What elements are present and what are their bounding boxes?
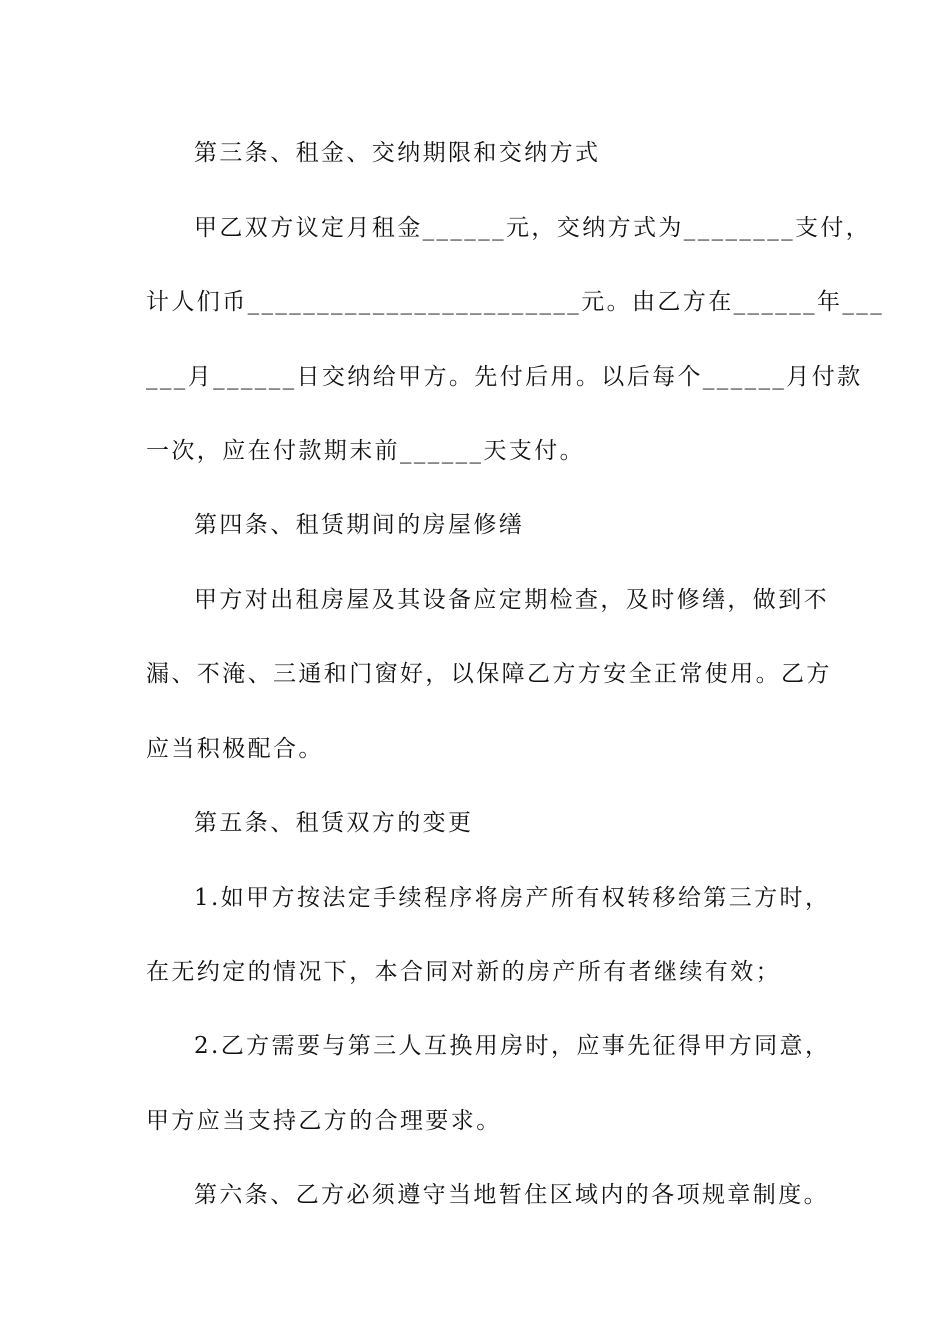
paragraph-line: 1.如甲方按法定手续程序将房产所有权转移给第三方时， (194, 885, 831, 911)
paragraph-line: 计人们币________________________元。由乙方在______年___ (146, 289, 885, 315)
paragraph-line: 2.乙方需要与第三人互换用房时，应事先征得甲方同意， (194, 1033, 831, 1059)
article-6-heading: 第六条、乙方必须遵守当地暂住区域内的各项规章制度。 (194, 1182, 829, 1208)
paragraph-line: 甲乙双方议定月租金______元，交纳方式为________支付， (194, 215, 872, 241)
paragraph-line: 应当积极配合。 (146, 736, 324, 762)
paragraph-line: 甲方应当支持乙方的合理要求。 (146, 1108, 502, 1134)
paragraph-line: 漏、不淹、三通和门窗好，以保障乙方方安全正常使用。乙方 (146, 661, 832, 687)
article-5-heading: 第五条、租赁双方的变更 (194, 810, 474, 836)
article-4-heading: 第四条、租赁期间的房屋修缮 (194, 512, 525, 538)
article-3-heading: 第三条、租金、交纳期限和交纳方式 (194, 140, 601, 166)
paragraph-line: 甲方对出租房屋及其设备应定期检查，及时修缮，做到不 (194, 587, 829, 613)
paragraph-line: 一次，应在付款期末前______天支付。 (146, 438, 585, 464)
paragraph-line: ___月______日交纳给甲方。先付后用。以后每个______月付款 (146, 364, 863, 390)
paragraph-line: 在无约定的情况下，本合同对新的房产所有者继续有效； (146, 959, 781, 985)
